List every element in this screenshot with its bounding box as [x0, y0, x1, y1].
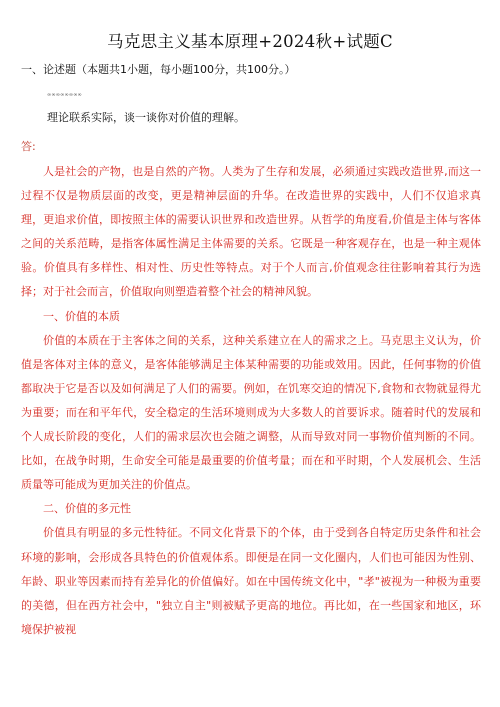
answer-body [21, 160, 481, 642]
page-title: 马克思主义基本原理+2024秋+试题C [107, 32, 393, 51]
answer-paragraph: 人是社会的产物，也是自然的产物。人类为了生存和发展，必须通过实践改造世界,而这一过程不仅是物质层面的改变，更是精神层面的升华。在改造世界的实践中，人们不仅追求真理，更追求价值，即按照主体的需要认识世界和改造世界。从哲学的角度看,价值是主体与客体之间的关系范畴，是指客体属性满足主体需要的关系。它既是一种客观存在，也是一种主观体验。价值具有多样性、相对性、历史性等特点。对于个人而言,价值观念往往影响着其行为选择；对于社会而言，价值取向则塑造着整个社会的精神风貌。 [21, 165, 481, 299]
answer-subheading: 一、价值的本质 [43, 309, 120, 323]
decorative-dots: ∞∞∞∞∞∞∞∞ [47, 92, 82, 98]
answer-paragraph: 价值的本质在于主客体之间的关系，这种关系建立在人的需求之上。马克思主义认为，价值是客体对主体的意义，是客体能够满足主体某种需要的功能或效用。因此，任何事物的价值都取决于它是否以及如何满足了人们的需要。例如，在饥寒交迫的情况下,食物和衣物就显得尤为重要；而在和平年代，安全稳定的生活环境则成为大多数人的首要诉求。随着时代的发展和个人成长阶段的变化，人们的需求层次也会随之调整，从而导致对同一事物价值判断的不同。比如，在战争时期，生命安全可能是最重要的价值考量；而在和平时期，个人发展机会、生活质量等可能成为更加关注的价值点。 [21, 333, 481, 492]
section-heading: 一、论述题（本题共1小题，每小题100分，共100分。） [21, 63, 296, 76]
answer-paragraph: 价值具有明显的多元性特征。不同文化背景下的个体，由于受到各自特定历史条件和社会环境的影响，会形成各具特色的价值观体系。即便是在同一文化圈内，人们也可能因为性别、年龄、职业等因素而持有差异化的价值偏好。如在中国传统文化中，"孝"被视为一种极为重要的美德，但在西方社会中，"独立自主"则被赋予更高的地位。再比如，在一些国家和地区，环境保护被视 [21, 526, 481, 636]
answer-label: 答: [21, 140, 36, 153]
question-text: 理论联系实际，谈一谈你对价值的理解。 [47, 111, 245, 124]
answer-subheading: 二、价值的多元性 [43, 502, 131, 516]
